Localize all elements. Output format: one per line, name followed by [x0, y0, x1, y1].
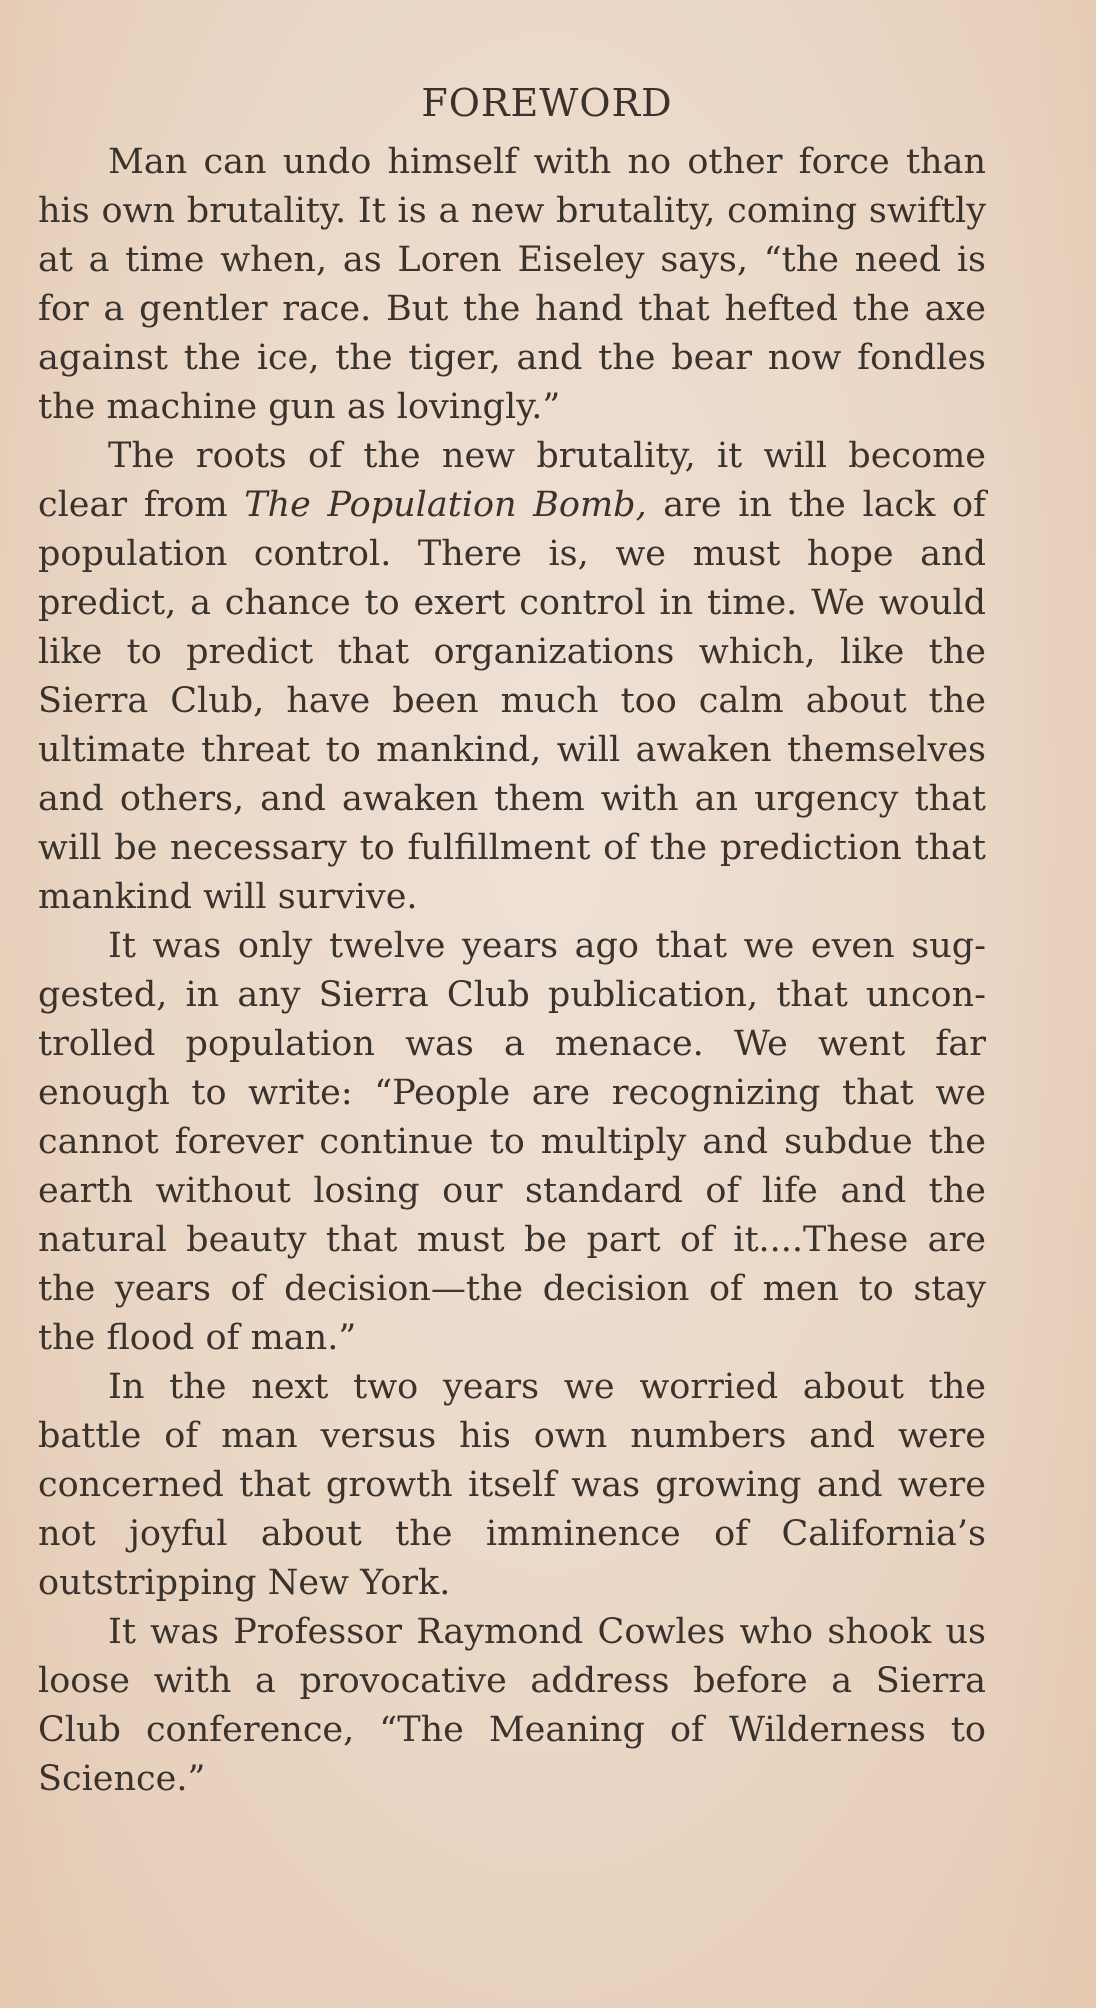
paragraph-4: In the next two years we worried about the battle of man versus his own numbers and were concerned that growth itself was growing and were not joyful about the imminence of California’s outstripping New York. [38, 1367, 986, 1603]
page-title: FOREWORD [421, 81, 673, 125]
paragraph-2 [38, 432, 986, 922]
paragraph-3: It was only twelve years ago that we even suggested, in any Sierra Club publication, that uncontrolled population was a menace. We went far enough to write: “People are recognizing that we cannot forever continue to multiply and subdue the earth without losing our standard of life and the natural beauty that must be part of it....These are the years of decision—the decision of men to stay the flood of man.” [38, 926, 986, 1358]
paragraph-2-start: The roots of the new brutality, it will become clear from [38, 436, 986, 525]
paragraph-5: It was Professor Raymond Cowles who shook us loose with a provocative address before a Sierra Club conference, “The Meaning of Wilderness to Science.” [38, 1612, 986, 1799]
book-title: The Population Bomb, [244, 485, 647, 525]
paragraph-1: Man can undo himself with no other force than his own brutality. It is a new brutality, coming swiftly at a time when, as Loren Eiseley says, “the need is for a gentler race. But the hand that hefted the axe against the ice, the tiger, and the bear now fondles the machine gun as lovingly.” [38, 142, 986, 427]
paragraph-2-end: are in the lack of population control. There is, we must hope and predict, a chance to exert control in time. We would like to predict that organizations which, like the Sierra Club, have been much too calm about the ultimate threat to mankind, will awaken themselves and others, and awaken them with an urgency that will be necessary to fulfillment of the prediction that mankind will survive. [38, 485, 987, 917]
